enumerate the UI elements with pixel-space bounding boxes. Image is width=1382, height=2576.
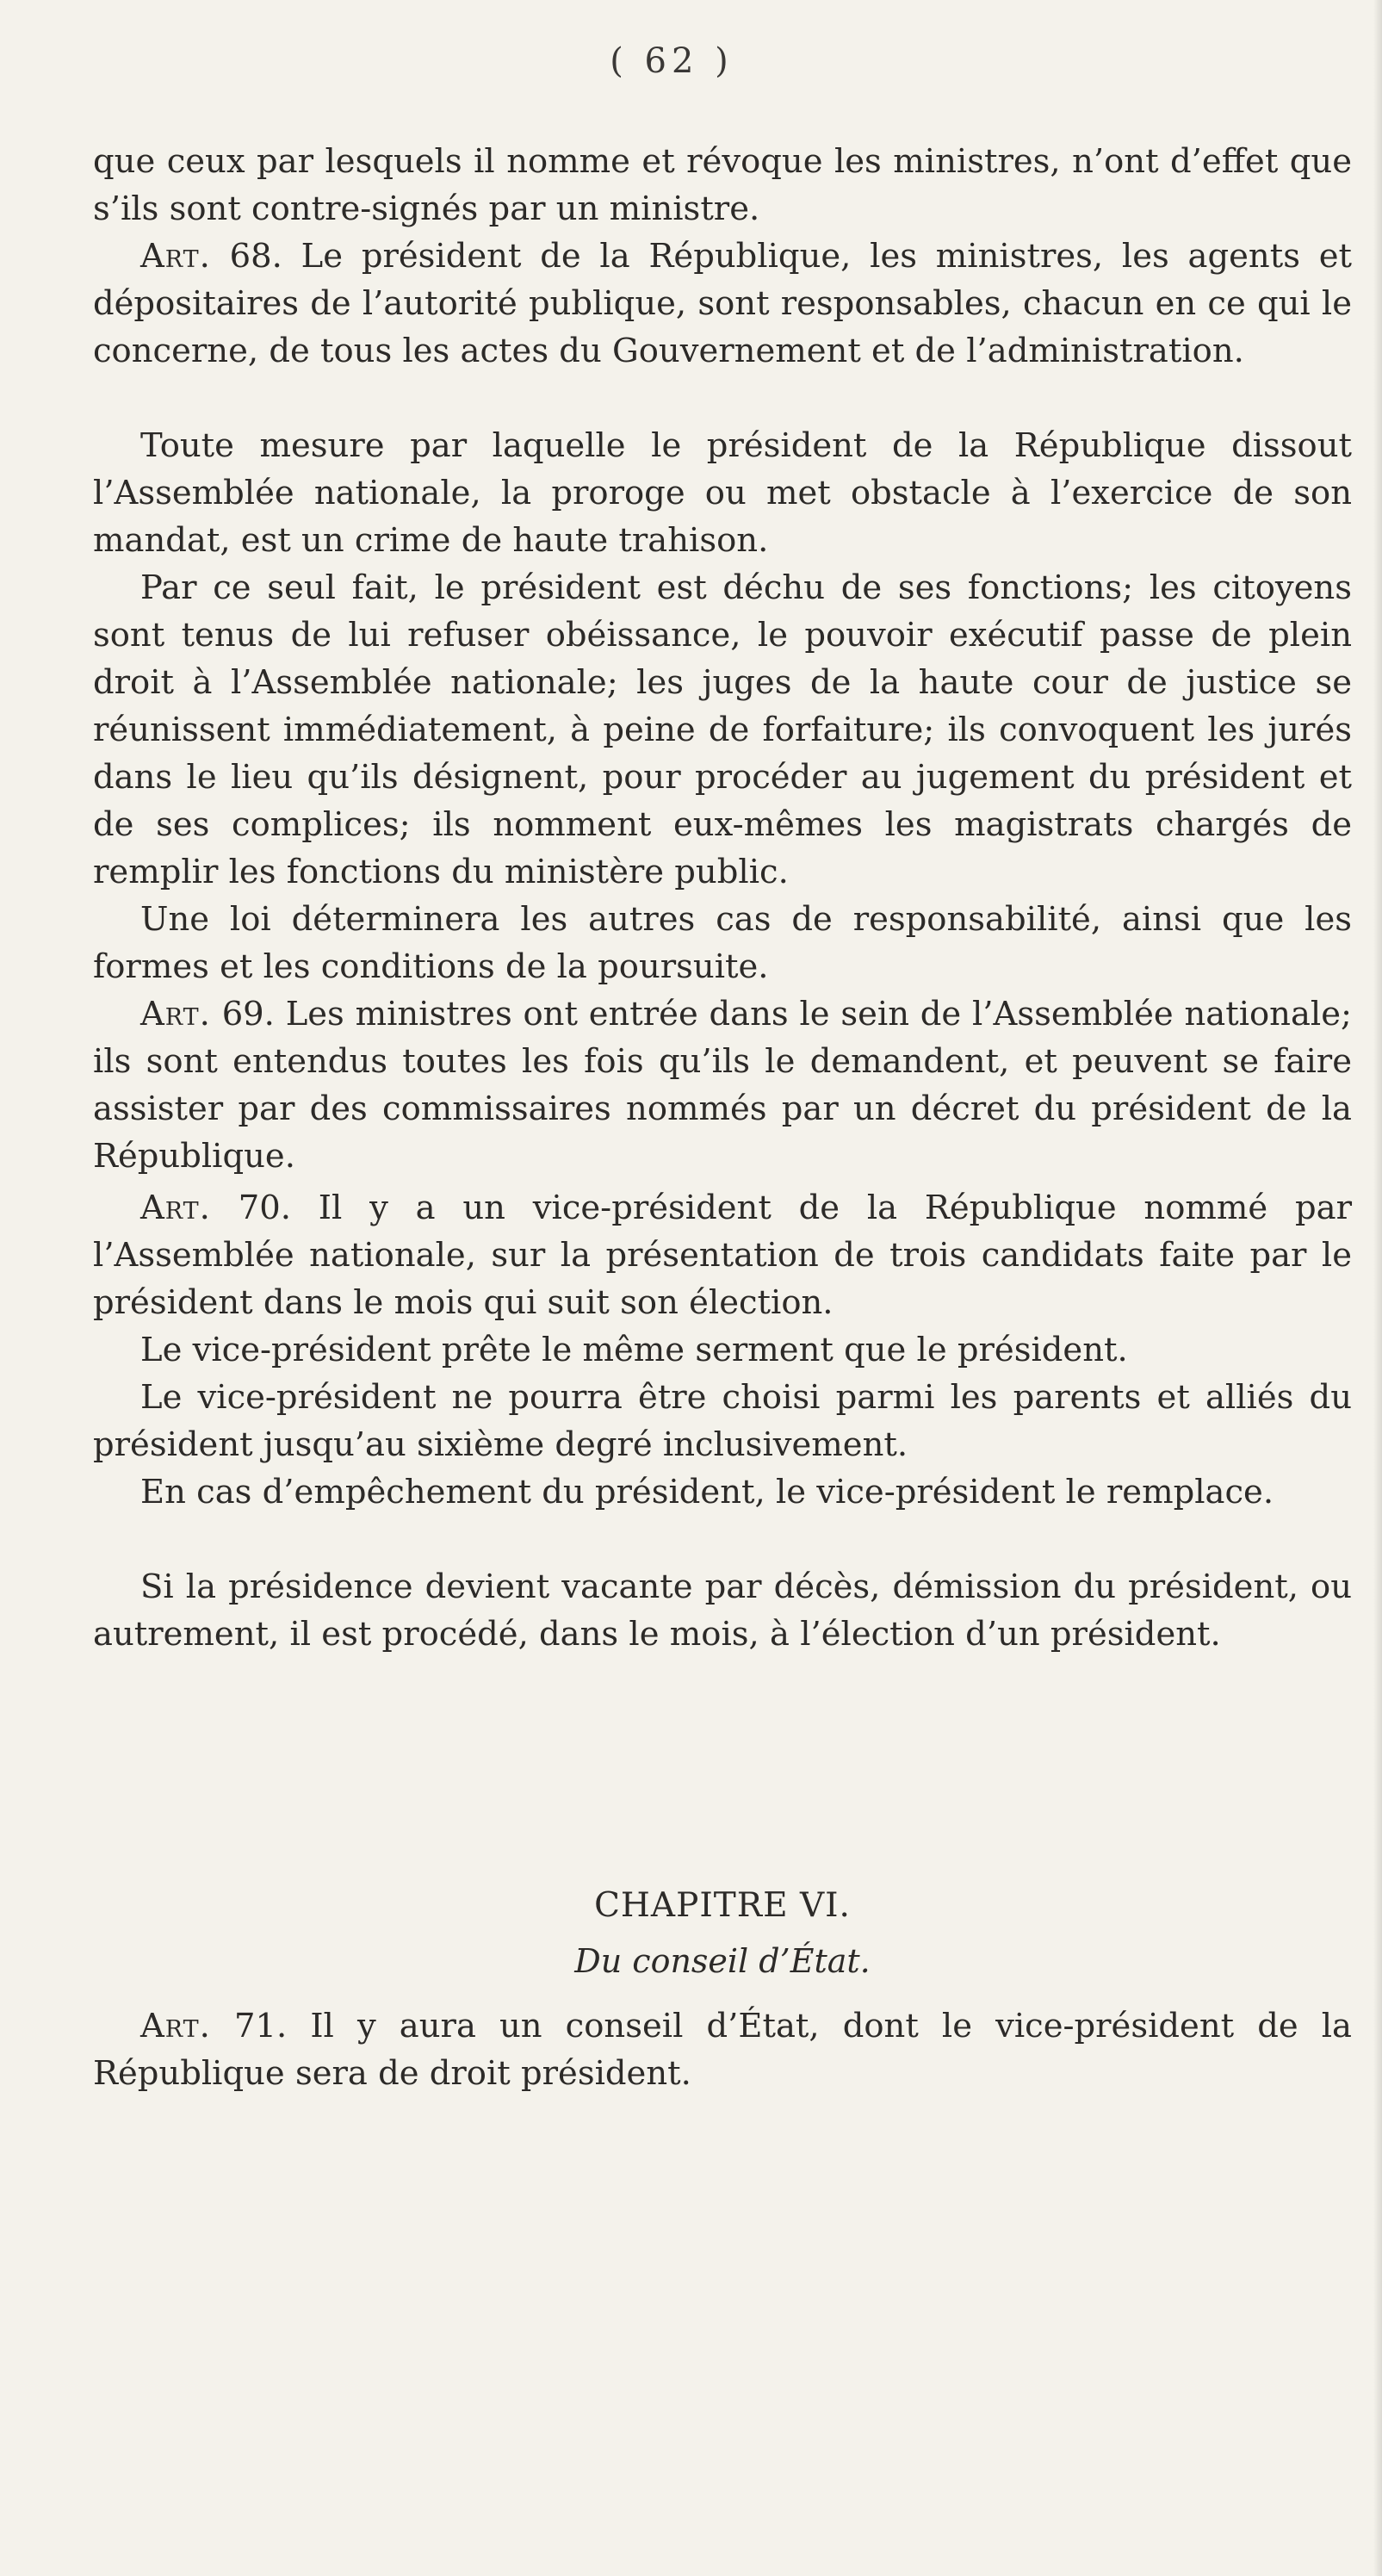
paragraph-article-70 [93,1184,1352,1326]
paragraph-text: Une loi déterminera les autres cas de responsabilité, ainsi que les formes et les conditions de la poursuite. [93,900,1352,986]
paragraph-text: 71. Il y aura un conseil d’État, dont le vice-président de la République sera de droit président. [93,2007,1352,2093]
paragraph-text: 70. Il y a un vice-président de la République nommé par l’Assemblée nationale, sur la présentation de trois candidats faite par le président dans le mois qui suit son élection. [93,1189,1352,1322]
paragraph-text: Le vice-président ne pourra être choisi parmi les parents et alliés du président jusqu’au sixième degré inclusivement. [93,1378,1352,1464]
paragraph-text: Toute mesure par laquelle le président de la République dissout l’Assemblée nationale, la proroge ou met obstacle à l’exercice de son mandat, est un crime de haute trahison. [93,426,1352,560]
page-number: ( 62 ) [610,41,734,81]
page-edge-shadow [1373,0,1382,2576]
paragraph-parents [93,1374,1352,1468]
paragraph-article-68 [93,233,1352,375]
paragraph-haute-trahison [93,422,1352,564]
article-label: Art. [140,2007,211,2045]
paragraph-text: Le vice-président prête le même serment que le président. [140,1331,1128,1369]
paragraph-text: Si la présidence devient vacante par décès, démission du président, ou autrement, il est procédé, dans le mois, à l’élection d’un président. [93,1567,1352,1654]
paragraph-empechement [93,1468,1352,1516]
paragraph-article-69 [93,990,1352,1180]
chapter-title: CHAPITRE VI. [594,1886,851,1925]
paragraph-vacance [93,1563,1352,1658]
paragraph-responsabilite [93,896,1352,990]
paragraph-article-71 [93,2002,1352,2097]
paragraph-continuation [93,138,1352,233]
paragraph-text: Par ce seul fait, le président est déchu de ses fonctions; les citoyens sont tenus de lui refuser obéissance, le pouvoir exécutif passe de plein droit à l’Assemblée nationale; les juges de la haute cour de justice se réunissent immédiatement, à peine de forfaiture; ils convoquent les jurés dans le lieu qu’ils désignent, pour procéder au jugement du président et de ses complices; ils nomment eux-mêmes les magistrats chargés de remplir les fonctions du ministère public. [93,568,1352,891]
paragraph-text: En cas d’empêchement du président, le vice-président le remplace. [140,1473,1274,1511]
article-label: Art. [140,995,211,1034]
paragraph-text: que ceux par lesquels il nomme et révoque les ministres, n’ont d’effet que s’ils sont contre-signés par un ministre. [93,142,1352,228]
paragraph-text: 69. Les ministres ont entrée dans le sein de l’Assemblée nationale; ils sont entendus toutes les fois qu’ils le demandent, et peuvent se faire assister par des commissaires nommés par un décret du président de la République. [93,995,1352,1176]
article-label: Art. [140,1189,211,1227]
chapter-subtitle: Du conseil d’État. [574,1942,871,1980]
paragraph-serment [93,1326,1352,1374]
paragraph-decheance [93,564,1352,896]
article-label: Art. [140,237,211,276]
paragraph-text: 68. Le président de la République, les ministres, les agents et dépositaires de l’autorité publique, sont responsables, chacun en ce qui le concerne, de tous les actes du Gouvernement et de l’administration. [93,237,1352,370]
